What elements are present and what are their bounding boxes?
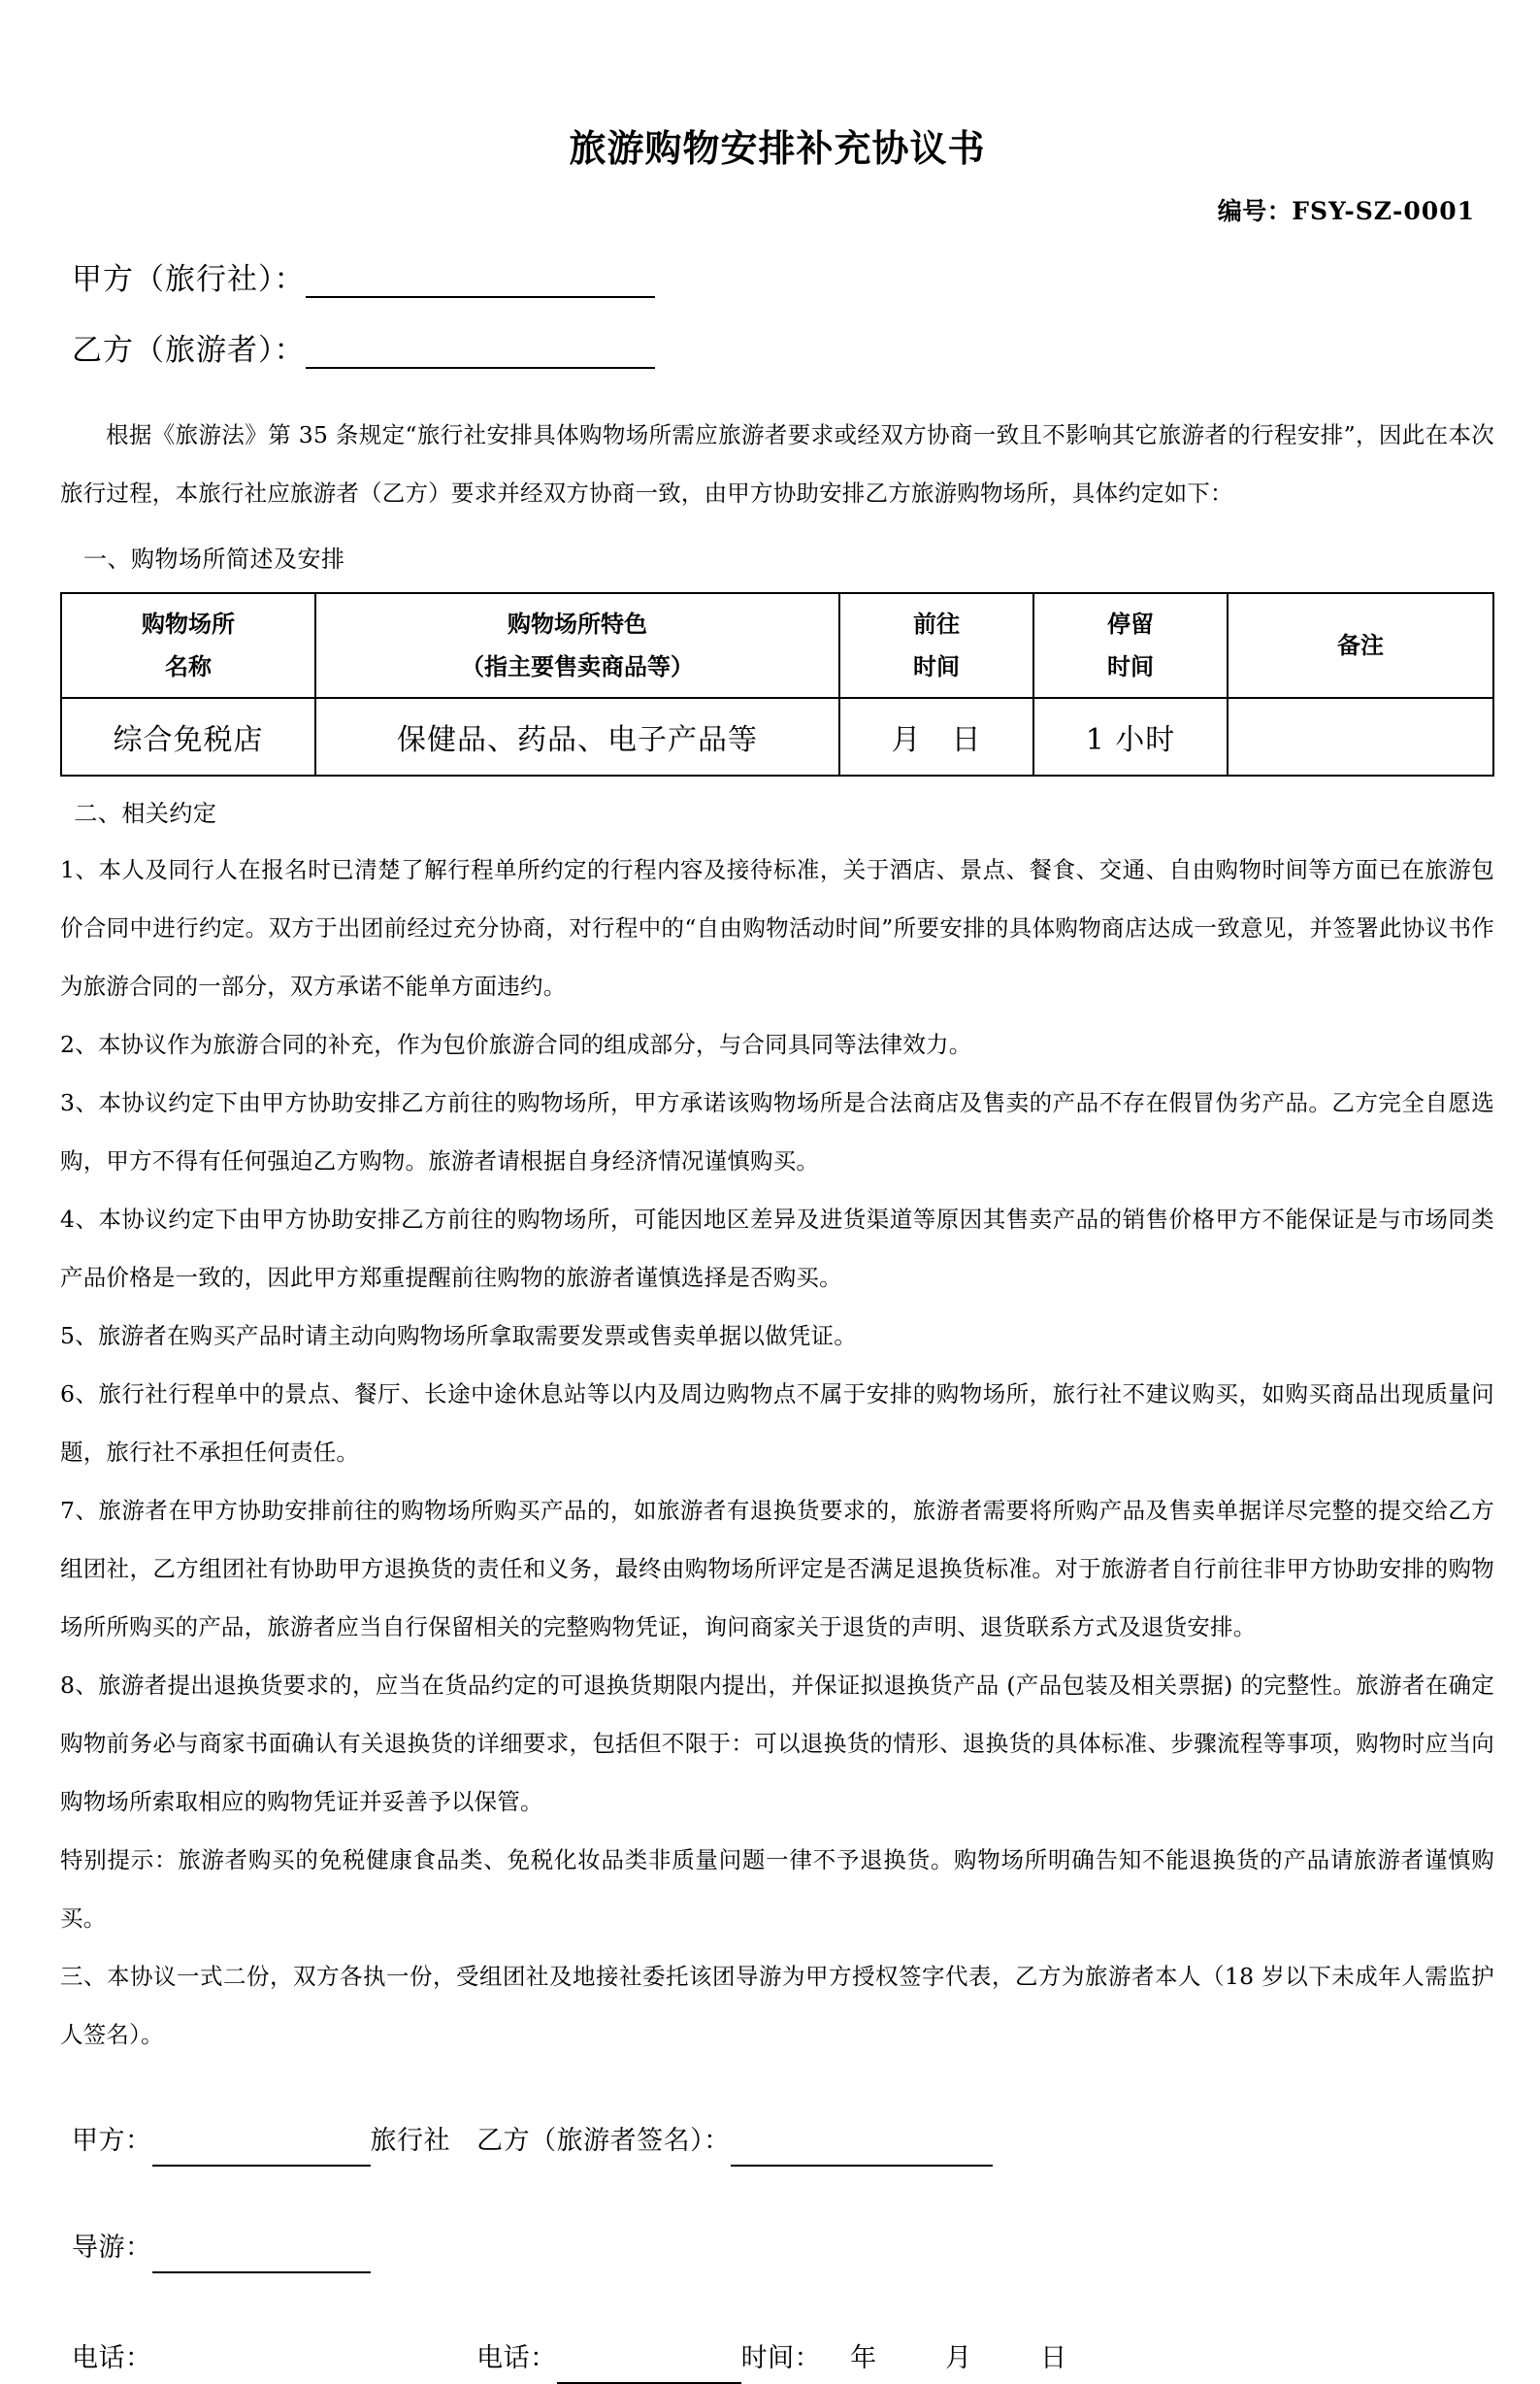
cell-venue-feature: 保健品、药品、电子产品等 [315, 698, 839, 776]
signature-party-b-label: 乙方（旅游者签名）： [476, 2125, 731, 2156]
signature-row-phone [60, 2334, 1494, 2384]
clause-6: 6、旅行社行程单中的景点、餐厅、长途中途休息站等以内及周边购物点不属于安排的购物场所，旅行社不建议购买，如购买商品出现质量问题，旅行社不承担任何责任。 [60, 1379, 1494, 1466]
column-header-name: 购物场所 名称 [61, 593, 315, 698]
signature-spacer-1 [60, 2167, 1494, 2223]
signature-party-a-suffix: 旅行社 [370, 2125, 450, 2156]
document-body [60, 0, 1494, 2384]
party-a-blank[interactable] [306, 267, 655, 297]
column-header-remark: 备注 [1228, 593, 1493, 698]
page-title: 旅游购物安排补充协议书 [569, 126, 986, 170]
column-header-stay-time: 停留 时间 [1033, 593, 1228, 698]
signature-guide-blank[interactable] [152, 2246, 371, 2273]
signature-row-guide [60, 2223, 1494, 2273]
signature-time-label: 时间： [740, 2342, 822, 2373]
signature-phone-left-label: 电话： [72, 2342, 152, 2373]
section-three-text: 三、本协议一式二份，双方各执一份，受组团社及地接社委托该团导游为甲方授权签字代表，乙方为旅游者本人（18 岁以下未成年人需监护人签名）。 [60, 1962, 1494, 2048]
table-header-row [61, 593, 1493, 698]
signature-party-a-label: 甲方： [72, 2125, 152, 2156]
signature-date-units: 年 月 日 [850, 2342, 1089, 2373]
signature-phone-right-label: 电话： [476, 2342, 557, 2373]
cell-stay-time: 1 小时 [1033, 698, 1228, 776]
table-row [61, 698, 1493, 776]
cell-venue-name: 综合免税店 [61, 698, 315, 776]
party-b-line [60, 325, 1494, 369]
document-number-label: 编号： [1217, 196, 1293, 225]
intro-paragraph: 根据《旅游法》第 35 条规定“旅行社安排具体购物场所需应旅游者要求或经双方协商一致且不影响其它旅游者的行程安排”，因此在本次旅行过程，本旅行社应旅游者（乙方）要求并经双方协商一致，由甲方协助安排乙方旅游购物场所，具体约定如下： [60, 420, 1494, 507]
clause-8: 8、旅游者提出退换货要求的，应当在货品约定的可退换货期限内提出，并保证拟退换货产品 (产品包装及相关票据) 的完整性。旅游者在确定购物前务必与商家书面确认有关退换货的详细要求，包括但不限于：可以退换货的情形、退换货的具体标准、步骤流程等事项，购物时应当向购物场所索取相应的购物凭证并妥善予以保管。 [60, 1671, 1494, 1815]
shopping-venue-table [60, 592, 1494, 777]
section-two-heading: 二、相关约定 [74, 799, 217, 827]
column-header-go-time: 前往 时间 [839, 593, 1033, 698]
document-number-value: FSY-SZ-0001 [1292, 196, 1475, 225]
signature-party-b-blank[interactable] [731, 2139, 993, 2167]
clause-7: 7、旅游者在甲方协助安排前往的购物场所购买产品的，如旅游者有退换货要求的，旅游者需要将所购产品及售卖单据详尽完整的提交给乙方组团社，乙方组团社有协助甲方退换货的责任和义务，最终由购物场所评定是否满足退换货标准。对于旅游者自行前往非甲方协助安排的购物场所所购买的产品，旅游者应当自行保留相关的完整购物凭证，询问商家关于退货的声明、退货联系方式及退货安排。 [60, 1496, 1494, 1640]
column-header-feature: 购物场所特色 （指主要售卖商品等） [315, 593, 839, 698]
clause-5: 5、旅游者在购买产品时请主动向购物场所拿取需要发票或售卖单据以做凭证。 [60, 1321, 857, 1349]
party-b-label: 乙方（旅游者）： [72, 332, 306, 368]
signature-row-parties [60, 2116, 1494, 2167]
signature-party-b [476, 2116, 993, 2167]
clause-2: 2、本协议作为旅游合同的补充，作为包价旅游合同的组成部分，与合同具同等法律效力。 [60, 1030, 972, 1058]
signature-phone-right-blank[interactable] [557, 2357, 741, 2384]
cell-remark [1228, 698, 1493, 776]
signature-guide [60, 2223, 468, 2273]
signature-block [60, 2116, 1494, 2384]
signature-phone-left [60, 2334, 468, 2384]
party-b-blank[interactable] [306, 338, 655, 368]
signature-party-a-blank[interactable] [152, 2139, 371, 2167]
special-notice: 特别提示：旅游者购买的免税健康食品类、免税化妆品类非质量问题一律不予退换货。购物场所明确告知不能退换货的产品请旅游者谨慎购买。 [60, 1845, 1494, 1932]
party-a-label: 甲方（旅行社）： [72, 261, 306, 297]
clause-3: 3、本协议约定下由甲方协助安排乙方前往的购物场所，甲方承诺该购物场所是合法商店及售卖的产品不存在假冒伪劣产品。乙方完全自愿选购，甲方不得有任何强迫乙方购物。旅游者请根据自身经济情况谨慎购买。 [60, 1088, 1494, 1175]
section-one-heading: 一、购物场所简述及安排 [83, 545, 345, 573]
signature-party-a [60, 2116, 468, 2167]
cell-go-time: 月 日 [839, 698, 1033, 776]
signature-spacer-2 [60, 2273, 1494, 2334]
document-number [60, 192, 1494, 227]
signature-phone-right [476, 2334, 1088, 2384]
clause-4: 4、本协议约定下由甲方协助安排乙方前往的购物场所，可能因地区差异及进货渠道等原因其售卖产品的销售价格甲方不能保证是与市场同类产品价格是一致的，因此甲方郑重提醒前往购物的旅游者谨慎选择是否购买。 [60, 1205, 1494, 1291]
party-a-line [60, 254, 1494, 298]
signature-guide-label: 导游： [72, 2232, 152, 2263]
clause-1: 1、本人及同行人在报名时已清楚了解行程单所约定的行程内容及接待标准，关于酒店、景点、餐食、交通、自由购物时间等方面已在旅游包价合同中进行约定。双方于出团前经过充分协商，对行程中的“自由购物活动时间”所要安排的具体购物商店达成一致意见，并签署此协议书作为旅游合同的一部分，双方承诺不能单方面违约。 [60, 855, 1494, 1000]
